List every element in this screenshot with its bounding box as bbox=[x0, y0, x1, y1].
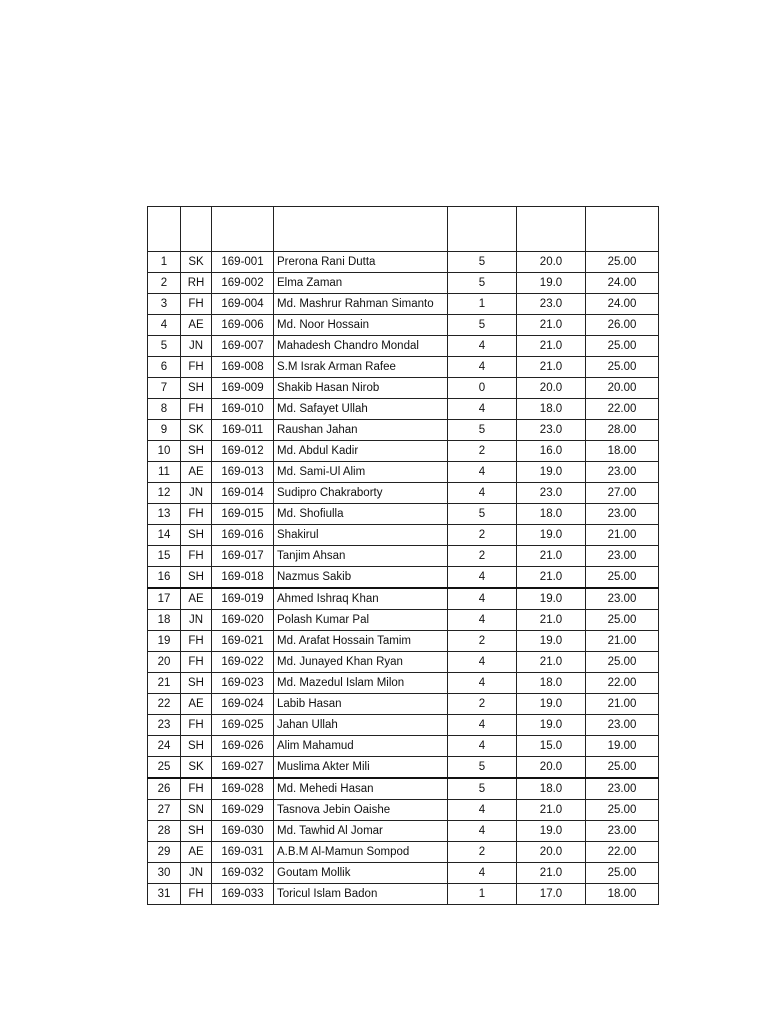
table-cell: 6 bbox=[148, 357, 181, 378]
table-cell: Alim Mahamud bbox=[274, 736, 448, 757]
table-cell: 11 bbox=[148, 462, 181, 483]
table-cell: 31 bbox=[148, 884, 181, 905]
table-cell: 24.00 bbox=[586, 273, 659, 294]
table-cell: FH bbox=[181, 546, 212, 567]
table-row bbox=[148, 884, 659, 905]
table-cell: 20.0 bbox=[517, 757, 586, 779]
table-cell: 2 bbox=[448, 546, 517, 567]
table-cell: 9 bbox=[148, 420, 181, 441]
table-cell: Tanjim Ahsan bbox=[274, 546, 448, 567]
table-cell: Md. Arafat Hossain Tamim bbox=[274, 631, 448, 652]
table-cell: Elma Zaman bbox=[274, 273, 448, 294]
table-row bbox=[148, 800, 659, 821]
header-row bbox=[148, 207, 659, 252]
table-cell: 23.0 bbox=[517, 294, 586, 315]
table-row bbox=[148, 399, 659, 420]
table-cell: 0 bbox=[448, 378, 517, 399]
table-cell: 3 bbox=[148, 294, 181, 315]
table-cell: 169-018 bbox=[212, 567, 274, 589]
table-cell: 5 bbox=[448, 315, 517, 336]
table-row bbox=[148, 757, 659, 779]
table-cell: FH bbox=[181, 294, 212, 315]
table-cell: 5 bbox=[448, 504, 517, 525]
table-cell: 16.0 bbox=[517, 441, 586, 462]
table-row bbox=[148, 610, 659, 631]
table-cell: 28.00 bbox=[586, 420, 659, 441]
table-cell: 23 bbox=[148, 715, 181, 736]
table-cell: Polash Kumar Pal bbox=[274, 610, 448, 631]
table-cell: 21.00 bbox=[586, 631, 659, 652]
table-cell: Jahan Ullah bbox=[274, 715, 448, 736]
table-cell: SN bbox=[181, 800, 212, 821]
table-row bbox=[148, 441, 659, 462]
table-cell: Md. Junayed Khan Ryan bbox=[274, 652, 448, 673]
table-cell: JN bbox=[181, 483, 212, 504]
table-cell: 25 bbox=[148, 757, 181, 779]
table-cell: FH bbox=[181, 504, 212, 525]
table-cell: SK bbox=[181, 757, 212, 779]
table-cell: 4 bbox=[448, 715, 517, 736]
table-cell: 4 bbox=[448, 821, 517, 842]
table-cell: Muslima Akter Mili bbox=[274, 757, 448, 779]
table-cell: SH bbox=[181, 525, 212, 546]
table-row bbox=[148, 483, 659, 504]
table-cell: Toricul Islam Badon bbox=[274, 884, 448, 905]
table-row bbox=[148, 252, 659, 273]
table-cell: 18.0 bbox=[517, 504, 586, 525]
table-cell: 25.00 bbox=[586, 800, 659, 821]
table-cell: 25.00 bbox=[586, 336, 659, 357]
table-cell: Md. Mazedul Islam Milon bbox=[274, 673, 448, 694]
table-cell: Ahmed Ishraq Khan bbox=[274, 588, 448, 610]
table-cell: 23.00 bbox=[586, 504, 659, 525]
table-cell: 21.0 bbox=[517, 800, 586, 821]
table-cell: 21.0 bbox=[517, 863, 586, 884]
table-row bbox=[148, 567, 659, 589]
table-cell: FH bbox=[181, 357, 212, 378]
table-cell: 23.0 bbox=[517, 420, 586, 441]
table-cell: 13 bbox=[148, 504, 181, 525]
table-row bbox=[148, 273, 659, 294]
table-cell: 18.00 bbox=[586, 441, 659, 462]
table-row bbox=[148, 294, 659, 315]
table-cell: 169-022 bbox=[212, 652, 274, 673]
table-cell: 5 bbox=[448, 778, 517, 800]
header-cell bbox=[448, 207, 517, 252]
table-cell: SH bbox=[181, 378, 212, 399]
table-row bbox=[148, 842, 659, 863]
table-cell: 169-016 bbox=[212, 525, 274, 546]
table-cell: 19.0 bbox=[517, 631, 586, 652]
table-cell: 18 bbox=[148, 610, 181, 631]
table-cell: 2 bbox=[448, 694, 517, 715]
table-cell: 2 bbox=[448, 631, 517, 652]
table-cell: Md. Abdul Kadir bbox=[274, 441, 448, 462]
table-cell: 4 bbox=[448, 483, 517, 504]
table-cell: FH bbox=[181, 631, 212, 652]
table-cell: Tasnova Jebin Oaishe bbox=[274, 800, 448, 821]
table-cell: 169-007 bbox=[212, 336, 274, 357]
table-cell: 22.00 bbox=[586, 399, 659, 420]
table-cell: 169-008 bbox=[212, 357, 274, 378]
table-cell: SH bbox=[181, 736, 212, 757]
table-cell: 20 bbox=[148, 652, 181, 673]
table-cell: 21.0 bbox=[517, 567, 586, 589]
table-cell: 23.00 bbox=[586, 588, 659, 610]
table-cell: 21.00 bbox=[586, 525, 659, 546]
table-cell: SH bbox=[181, 821, 212, 842]
table-cell: AE bbox=[181, 588, 212, 610]
table-cell: AE bbox=[181, 462, 212, 483]
table-cell: FH bbox=[181, 884, 212, 905]
table-cell: 169-010 bbox=[212, 399, 274, 420]
table-cell: 21.0 bbox=[517, 610, 586, 631]
table-cell: 169-002 bbox=[212, 273, 274, 294]
header-cell bbox=[274, 207, 448, 252]
table-cell: 5 bbox=[448, 273, 517, 294]
table-cell: 27.00 bbox=[586, 483, 659, 504]
table-cell: FH bbox=[181, 715, 212, 736]
table-cell: 19.0 bbox=[517, 273, 586, 294]
table-row bbox=[148, 525, 659, 546]
table-cell: 169-011 bbox=[212, 420, 274, 441]
table-cell: 5 bbox=[448, 420, 517, 441]
table-cell: 169-001 bbox=[212, 252, 274, 273]
table-cell: 4 bbox=[448, 610, 517, 631]
table-cell: 19.0 bbox=[517, 821, 586, 842]
table-cell: 23.00 bbox=[586, 821, 659, 842]
table-cell: 22.00 bbox=[586, 673, 659, 694]
table-cell: Md. Tawhid Al Jomar bbox=[274, 821, 448, 842]
table-cell: 29 bbox=[148, 842, 181, 863]
table-cell: 24.00 bbox=[586, 294, 659, 315]
table-cell: 4 bbox=[448, 462, 517, 483]
table-cell: Raushan Jahan bbox=[274, 420, 448, 441]
table-cell: 21.0 bbox=[517, 546, 586, 567]
table-cell: 7 bbox=[148, 378, 181, 399]
table-cell: 25.00 bbox=[586, 252, 659, 273]
table-row bbox=[148, 715, 659, 736]
table-cell: Md. Mashrur Rahman Simanto bbox=[274, 294, 448, 315]
header-cell bbox=[148, 207, 181, 252]
table-cell: 18.0 bbox=[517, 399, 586, 420]
table-cell: Goutam Mollik bbox=[274, 863, 448, 884]
table-row bbox=[148, 504, 659, 525]
table-body bbox=[148, 207, 659, 905]
table-cell: 169-023 bbox=[212, 673, 274, 694]
table-cell: 169-015 bbox=[212, 504, 274, 525]
table-cell: 1 bbox=[448, 294, 517, 315]
table-cell: 26.00 bbox=[586, 315, 659, 336]
table-cell: 169-027 bbox=[212, 757, 274, 779]
table-cell: 5 bbox=[148, 336, 181, 357]
table-cell: 2 bbox=[148, 273, 181, 294]
table-cell: 16 bbox=[148, 567, 181, 589]
table-cell: 25.00 bbox=[586, 357, 659, 378]
table-cell: 19.0 bbox=[517, 715, 586, 736]
table-cell: 21.0 bbox=[517, 357, 586, 378]
table-cell: 21 bbox=[148, 673, 181, 694]
table-cell: 15 bbox=[148, 546, 181, 567]
table-cell: Md. Sami-Ul Alim bbox=[274, 462, 448, 483]
table-cell: 8 bbox=[148, 399, 181, 420]
table-cell: Sudipro Chakraborty bbox=[274, 483, 448, 504]
table-cell: 23.00 bbox=[586, 715, 659, 736]
table-cell: RH bbox=[181, 273, 212, 294]
table-row bbox=[148, 378, 659, 399]
table-cell: Nazmus Sakib bbox=[274, 567, 448, 589]
table-cell: 4 bbox=[448, 652, 517, 673]
table-cell: 25.00 bbox=[586, 567, 659, 589]
table-cell: S.M Israk Arman Rafee bbox=[274, 357, 448, 378]
table-cell: 21.00 bbox=[586, 694, 659, 715]
table-cell: Shakirul bbox=[274, 525, 448, 546]
table-cell: A.B.M Al-Mamun Sompod bbox=[274, 842, 448, 863]
table-cell: AE bbox=[181, 315, 212, 336]
table-cell: 169-012 bbox=[212, 441, 274, 462]
table-cell: 19.0 bbox=[517, 525, 586, 546]
table-cell: 5 bbox=[448, 252, 517, 273]
table-cell: 1 bbox=[448, 884, 517, 905]
table-cell: 19.00 bbox=[586, 736, 659, 757]
table-cell: JN bbox=[181, 336, 212, 357]
table-cell: 19.0 bbox=[517, 694, 586, 715]
table-cell: 12 bbox=[148, 483, 181, 504]
table-cell: 25.00 bbox=[586, 757, 659, 779]
table-cell: 4 bbox=[448, 399, 517, 420]
table-cell: 4 bbox=[148, 315, 181, 336]
table-cell: 5 bbox=[448, 757, 517, 779]
table-cell: 21.0 bbox=[517, 336, 586, 357]
table-cell: 25.00 bbox=[586, 863, 659, 884]
table-cell: FH bbox=[181, 778, 212, 800]
table-cell: 21.0 bbox=[517, 652, 586, 673]
table-row bbox=[148, 357, 659, 378]
table-cell: Md. Shofiulla bbox=[274, 504, 448, 525]
header-cell bbox=[181, 207, 212, 252]
table-cell: 19.0 bbox=[517, 462, 586, 483]
table-cell: SH bbox=[181, 673, 212, 694]
table-cell: 169-021 bbox=[212, 631, 274, 652]
table-cell: 15.0 bbox=[517, 736, 586, 757]
table-cell: 17 bbox=[148, 588, 181, 610]
table-cell: Labib Hasan bbox=[274, 694, 448, 715]
table-cell: 24 bbox=[148, 736, 181, 757]
table-cell: 20.0 bbox=[517, 842, 586, 863]
table-cell: 23.00 bbox=[586, 778, 659, 800]
table-cell: 4 bbox=[448, 863, 517, 884]
table-cell: SH bbox=[181, 567, 212, 589]
table-cell: 169-032 bbox=[212, 863, 274, 884]
header-cell bbox=[517, 207, 586, 252]
table-cell: 169-024 bbox=[212, 694, 274, 715]
table-cell: 169-006 bbox=[212, 315, 274, 336]
table-cell: 169-029 bbox=[212, 800, 274, 821]
table-row bbox=[148, 736, 659, 757]
table-row bbox=[148, 315, 659, 336]
table-cell: 19.0 bbox=[517, 588, 586, 610]
table-cell: 4 bbox=[448, 357, 517, 378]
table-cell: 19 bbox=[148, 631, 181, 652]
student-table bbox=[147, 206, 659, 905]
table-cell: AE bbox=[181, 842, 212, 863]
table-row bbox=[148, 588, 659, 610]
table-cell: 17.0 bbox=[517, 884, 586, 905]
table-cell: JN bbox=[181, 610, 212, 631]
table-cell: 23.0 bbox=[517, 483, 586, 504]
table-cell: 30 bbox=[148, 863, 181, 884]
table-cell: 169-030 bbox=[212, 821, 274, 842]
table-cell: 25.00 bbox=[586, 610, 659, 631]
table-cell: 169-026 bbox=[212, 736, 274, 757]
table-cell: 169-020 bbox=[212, 610, 274, 631]
header-cell bbox=[212, 207, 274, 252]
table-row bbox=[148, 694, 659, 715]
table-cell: 4 bbox=[448, 336, 517, 357]
table-cell: 22 bbox=[148, 694, 181, 715]
table-cell: 25.00 bbox=[586, 652, 659, 673]
table-cell: FH bbox=[181, 399, 212, 420]
table-cell: 18.0 bbox=[517, 778, 586, 800]
table-cell: 20.0 bbox=[517, 378, 586, 399]
table-cell: 23.00 bbox=[586, 462, 659, 483]
table-cell: 169-028 bbox=[212, 778, 274, 800]
table-cell: 169-025 bbox=[212, 715, 274, 736]
table-cell: Md. Noor Hossain bbox=[274, 315, 448, 336]
table-row bbox=[148, 631, 659, 652]
table-cell: 23.00 bbox=[586, 546, 659, 567]
table-cell: 169-013 bbox=[212, 462, 274, 483]
header-cell bbox=[586, 207, 659, 252]
table-cell: Md. Safayet Ullah bbox=[274, 399, 448, 420]
table-cell: Mahadesh Chandro Mondal bbox=[274, 336, 448, 357]
table-cell: 18.00 bbox=[586, 884, 659, 905]
table-cell: SH bbox=[181, 441, 212, 462]
table-cell: 169-033 bbox=[212, 884, 274, 905]
table-row bbox=[148, 420, 659, 441]
table-cell: 21.0 bbox=[517, 315, 586, 336]
table-cell: 4 bbox=[448, 588, 517, 610]
table-cell: 169-031 bbox=[212, 842, 274, 863]
table-cell: 26 bbox=[148, 778, 181, 800]
table-cell: SK bbox=[181, 252, 212, 273]
table-cell: 20.00 bbox=[586, 378, 659, 399]
table-cell: JN bbox=[181, 863, 212, 884]
table-cell: 10 bbox=[148, 441, 181, 462]
table-cell: 2 bbox=[448, 842, 517, 863]
table-cell: 4 bbox=[448, 673, 517, 694]
table-row bbox=[148, 778, 659, 800]
table-cell: AE bbox=[181, 694, 212, 715]
table-row bbox=[148, 652, 659, 673]
table-cell: Md. Mehedi Hasan bbox=[274, 778, 448, 800]
table-cell: 4 bbox=[448, 567, 517, 589]
table-cell: 14 bbox=[148, 525, 181, 546]
table-cell: 4 bbox=[448, 736, 517, 757]
table-row bbox=[148, 821, 659, 842]
table-cell: 2 bbox=[448, 525, 517, 546]
table-cell: 1 bbox=[148, 252, 181, 273]
table-cell: 169-009 bbox=[212, 378, 274, 399]
table-cell: 27 bbox=[148, 800, 181, 821]
table-cell: 2 bbox=[448, 441, 517, 462]
table-cell: 4 bbox=[448, 800, 517, 821]
table-cell: 169-004 bbox=[212, 294, 274, 315]
table-row bbox=[148, 462, 659, 483]
table-cell: 22.00 bbox=[586, 842, 659, 863]
table-cell: 20.0 bbox=[517, 252, 586, 273]
table-row bbox=[148, 336, 659, 357]
table-row bbox=[148, 863, 659, 884]
table-cell: 169-019 bbox=[212, 588, 274, 610]
table-row bbox=[148, 673, 659, 694]
table-cell: 28 bbox=[148, 821, 181, 842]
table-cell: 18.0 bbox=[517, 673, 586, 694]
table-cell: FH bbox=[181, 652, 212, 673]
table-cell: SK bbox=[181, 420, 212, 441]
table-cell: Shakib Hasan Nirob bbox=[274, 378, 448, 399]
table-row bbox=[148, 546, 659, 567]
table-cell: 169-014 bbox=[212, 483, 274, 504]
table-cell: 169-017 bbox=[212, 546, 274, 567]
table-cell: Prerona Rani Dutta bbox=[274, 252, 448, 273]
